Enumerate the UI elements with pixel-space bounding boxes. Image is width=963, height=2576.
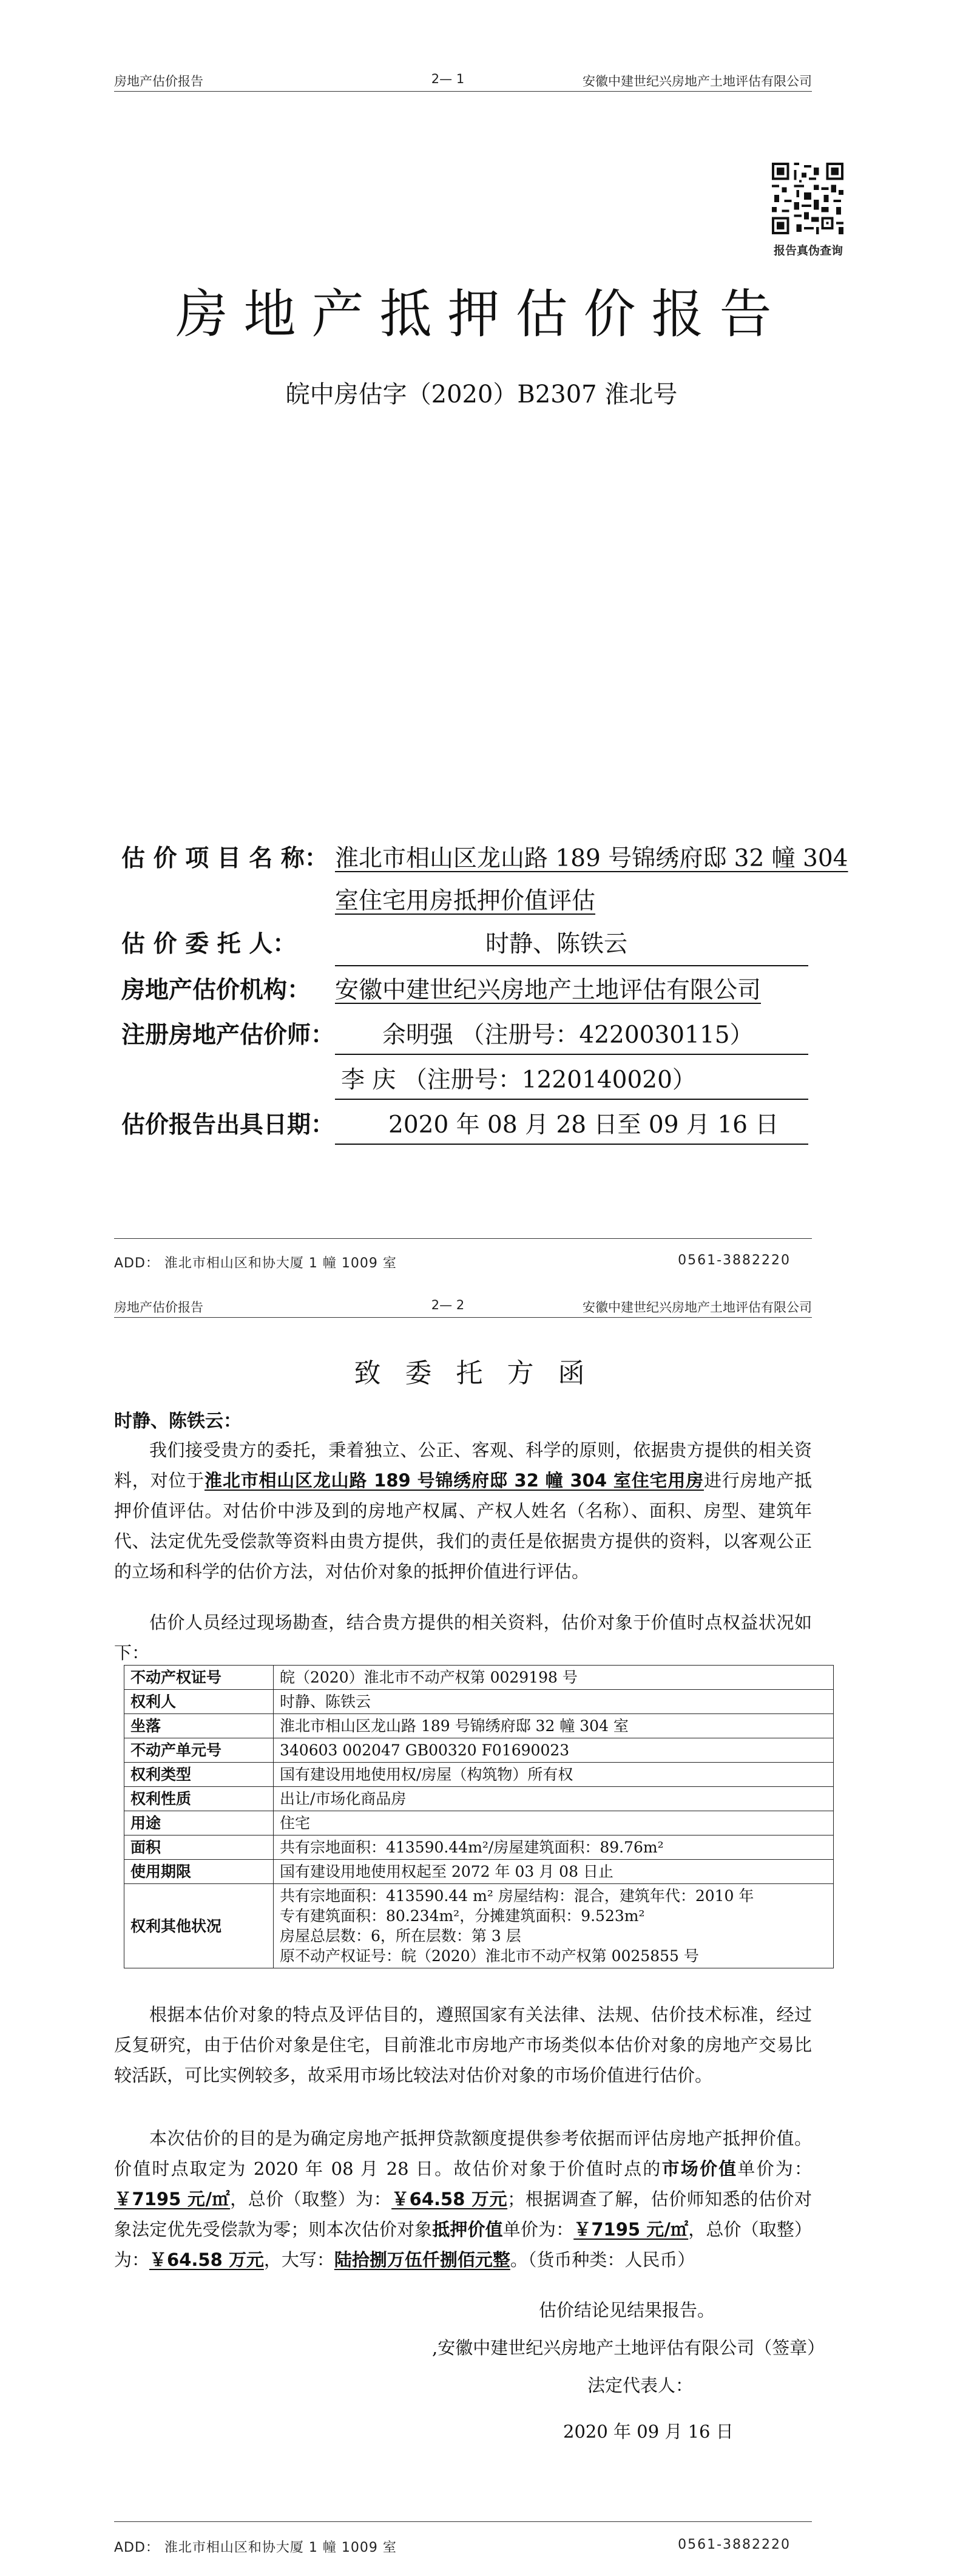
footer-address: ADD： 淮北市相山区和协大厦 1 幢 1009 室 xyxy=(114,2540,397,2555)
table-value: 共有宗地面积：413590.44m²/房屋建筑面积：89.76m² xyxy=(274,1835,834,1860)
letter-paragraph-3: 根据本估价对象的特点及评估目的，遵照国家有关法律、法规、估价技术标准，经过反复研究，由于估价对象是住宅，目前淮北市房地产市场类似本估价对象的房地产交易比较活跃，可比实例较多，故采用市场比较法对估价对象的市场价值进行估价。 xyxy=(114,2004,812,2086)
footer-address: ADD： 淮北市相山区和协大厦 1 幢 1009 室 xyxy=(114,1256,397,1271)
other-status-line: 房屋总层数：6，所在层数：第 3 层 xyxy=(280,1927,521,1945)
client-underline xyxy=(335,965,808,966)
project-value-line-1: 淮北市相山区龙山路 189 号锦绣府邸 32 幢 304 xyxy=(335,845,848,872)
table-key: 坐落 xyxy=(124,1714,274,1738)
appraiser-1: 余明强 （注册号：4220030115） xyxy=(382,1022,754,1049)
footer-divider xyxy=(114,1238,812,1239)
date-underline xyxy=(335,1144,808,1145)
table-key: 权利类型 xyxy=(124,1763,274,1787)
letter-paragraph-2: 估价人员经过现场勘查，结合贵方提供的相关资料，估价对象于价值时点权益状况如下： xyxy=(114,1612,812,1663)
header-company: 安徽中建世纪兴房地产土地评估有限公司 xyxy=(583,1300,812,1315)
qr-caption: 报告真伪查询 xyxy=(773,244,843,257)
market-unit-price: ￥7195 元/㎡ xyxy=(114,2189,231,2209)
p1-text-a: 我们接受贵方的委托，秉着独立、公正、客观、科学的原则，依据贵方提供的相关资料，对位于 xyxy=(114,1440,812,1491)
p4-text-f: ，总价（取整）为： xyxy=(114,2219,812,2270)
table-key: 不动产单元号 xyxy=(124,1738,274,1763)
table-row xyxy=(124,1811,834,1835)
table-row xyxy=(124,1714,834,1738)
qr-code-icon[interactable] xyxy=(772,163,843,234)
property-location-highlight: 淮北市相山区龙山路 189 号锦绣府邸 32 幢 304 室住宅用房 xyxy=(204,1470,704,1491)
mortgage-unit-price: ￥7195 元/㎡ xyxy=(573,2219,689,2240)
header-doc-type: 房地产估价报告 xyxy=(114,74,203,89)
signing-date: 2020 年 09 月 16 日 xyxy=(563,2421,734,2442)
p4-text-e: 单价为： xyxy=(502,2219,574,2240)
letter-salutation: 时静、陈铁云： xyxy=(114,1411,242,1432)
client-label: 估 价 委 托 人： xyxy=(121,930,297,958)
mortgage-value-label: 抵押价值 xyxy=(432,2219,503,2240)
agency-value: 安徽中建世纪兴房地产土地评估有限公司 xyxy=(335,977,762,1004)
table-row xyxy=(124,1860,834,1884)
table-key: 不动产权证号 xyxy=(124,1666,274,1690)
header-doc-type: 房地产估价报告 xyxy=(114,1300,203,1315)
rights-table xyxy=(124,1665,834,1968)
table-value: 国有建设用地使用权/房屋（构筑物）所有权 xyxy=(274,1763,834,1787)
p4-text-b: 单价为： xyxy=(737,2158,812,2179)
table-value: 340603 002047 GB00320 F01690023 xyxy=(274,1738,834,1763)
footer-phone: 0561-3882220 xyxy=(678,2537,791,2552)
table-row xyxy=(124,1884,834,1968)
table-value: 时静、陈铁云 xyxy=(274,1690,834,1714)
report-cover-page xyxy=(0,0,963,1284)
mortgage-total-price: ￥64.58 万元 xyxy=(149,2249,264,2270)
amount-in-words: 陆拾捌万伍仟捌佰元整 xyxy=(334,2249,510,2270)
table-key: 权利人 xyxy=(124,1690,274,1714)
table-value: 淮北市相山区龙山路 189 号锦绣府邸 32 幢 304 室 xyxy=(274,1714,834,1738)
table-value: 出让/市场化商品房 xyxy=(274,1787,834,1811)
letter-paragraph-4 xyxy=(114,2123,812,2275)
signing-company: ,安徽中建世纪兴房地产土地评估有限公司（签章） xyxy=(432,2337,825,2358)
p4-text-h: 。（货币种类：人民币） xyxy=(510,2249,695,2270)
header-page-number: 2— 1 xyxy=(431,72,465,86)
header-divider xyxy=(114,1317,812,1318)
other-status-line: 原不动产权证号：皖（2020）淮北市不动产权第 0025855 号 xyxy=(280,1947,699,1965)
p4-text-c: ，总价（取整）为： xyxy=(230,2189,392,2209)
table-row xyxy=(124,1763,834,1787)
table-row xyxy=(124,1835,834,1860)
appraiser-2: 李 庆 （注册号：1220140020） xyxy=(341,1066,696,1094)
legal-representative: 法定代表人： xyxy=(587,2375,694,2396)
agency-label: 房地产估价机构： xyxy=(121,977,311,1004)
date-value: 2020 年 08 月 28 日至 09 月 16 日 xyxy=(388,1111,779,1139)
report-number: 皖中房估字（2020）B2307 淮北号 xyxy=(285,381,678,408)
appraiser-1-underline xyxy=(335,1054,808,1055)
table-value: 皖（2020）淮北市不动产权第 0029198 号 xyxy=(274,1666,834,1690)
date-label: 估价报告出具日期： xyxy=(121,1111,335,1139)
p4-text-a: 本次估价的目的是为确定房地产抵押贷款额度提供参考依据而评估房地产抵押价值。价值时点取定为 2020 年 08 月 28 日。故估价对象于价值时点的 xyxy=(114,2128,812,2179)
market-total-price: ￥64.58 万元 xyxy=(391,2189,508,2209)
conclusion-note: 估价结论见结果报告。 xyxy=(539,2300,715,2320)
table-row xyxy=(124,1787,834,1811)
letter-paragraph-1 xyxy=(114,1435,812,1587)
header-company: 安徽中建世纪兴房地产土地评估有限公司 xyxy=(583,74,812,89)
footer-divider xyxy=(114,2521,812,2522)
letter-title: 致委托方函 xyxy=(354,1358,609,1389)
table-key: 权利性质 xyxy=(124,1787,274,1811)
table-key: 面积 xyxy=(124,1835,274,1860)
table-key: 权利其他状况 xyxy=(124,1884,274,1968)
project-label: 估 价 项 目 名 称： xyxy=(121,845,328,872)
project-value-line-2: 室住宅用房抵押价值评估 xyxy=(335,887,596,915)
p1-text-c: 进行房地产抵押价值评估。对估价中涉及到的房地产权属、产权人姓名（名称）、面积、房型、建筑年代、法定优先受偿款等资料由贵方提供，我们的责任是依据贵方提供的资料，以客观公正的立场和科学的估价方法，对估价对象的抵押价值进行评估。 xyxy=(114,1470,812,1582)
market-value-label: 市场价值 xyxy=(661,2158,738,2179)
table-row xyxy=(124,1690,834,1714)
table-key: 使用期限 xyxy=(124,1860,274,1884)
header-divider xyxy=(114,91,812,92)
appraiser-2-underline xyxy=(335,1099,808,1100)
p4-text-d: ；根据调查了解，估价师知悉的估价对象法定优先受偿款为零；则本次估价对象 xyxy=(114,2189,812,2240)
table-row xyxy=(124,1738,834,1763)
footer-phone: 0561-3882220 xyxy=(678,1253,791,1268)
p4-text-g: ，大写： xyxy=(263,2249,334,2270)
other-status-line: 共有宗地面积：413590.44 m² 房屋结构：混合，建筑年代：2010 年 xyxy=(280,1887,754,1905)
header-page-number: 2— 2 xyxy=(431,1298,465,1312)
table-value xyxy=(274,1884,834,1968)
table-value: 国有建设用地使用权起至 2072 年 03 月 08 日止 xyxy=(274,1860,834,1884)
appraiser-label: 注册房地产估价师： xyxy=(121,1022,335,1049)
letter-page xyxy=(0,1284,963,2576)
table-key: 用途 xyxy=(124,1811,274,1835)
report-title: 房地产抵押估价报告 xyxy=(175,284,788,345)
table-value: 住宅 xyxy=(274,1811,834,1835)
other-status-line: 专有建筑面积：80.234m²，分摊建筑面积：9.523m² xyxy=(280,1907,645,1925)
client-value: 时静、陈铁云 xyxy=(485,930,628,958)
table-row xyxy=(124,1666,834,1690)
